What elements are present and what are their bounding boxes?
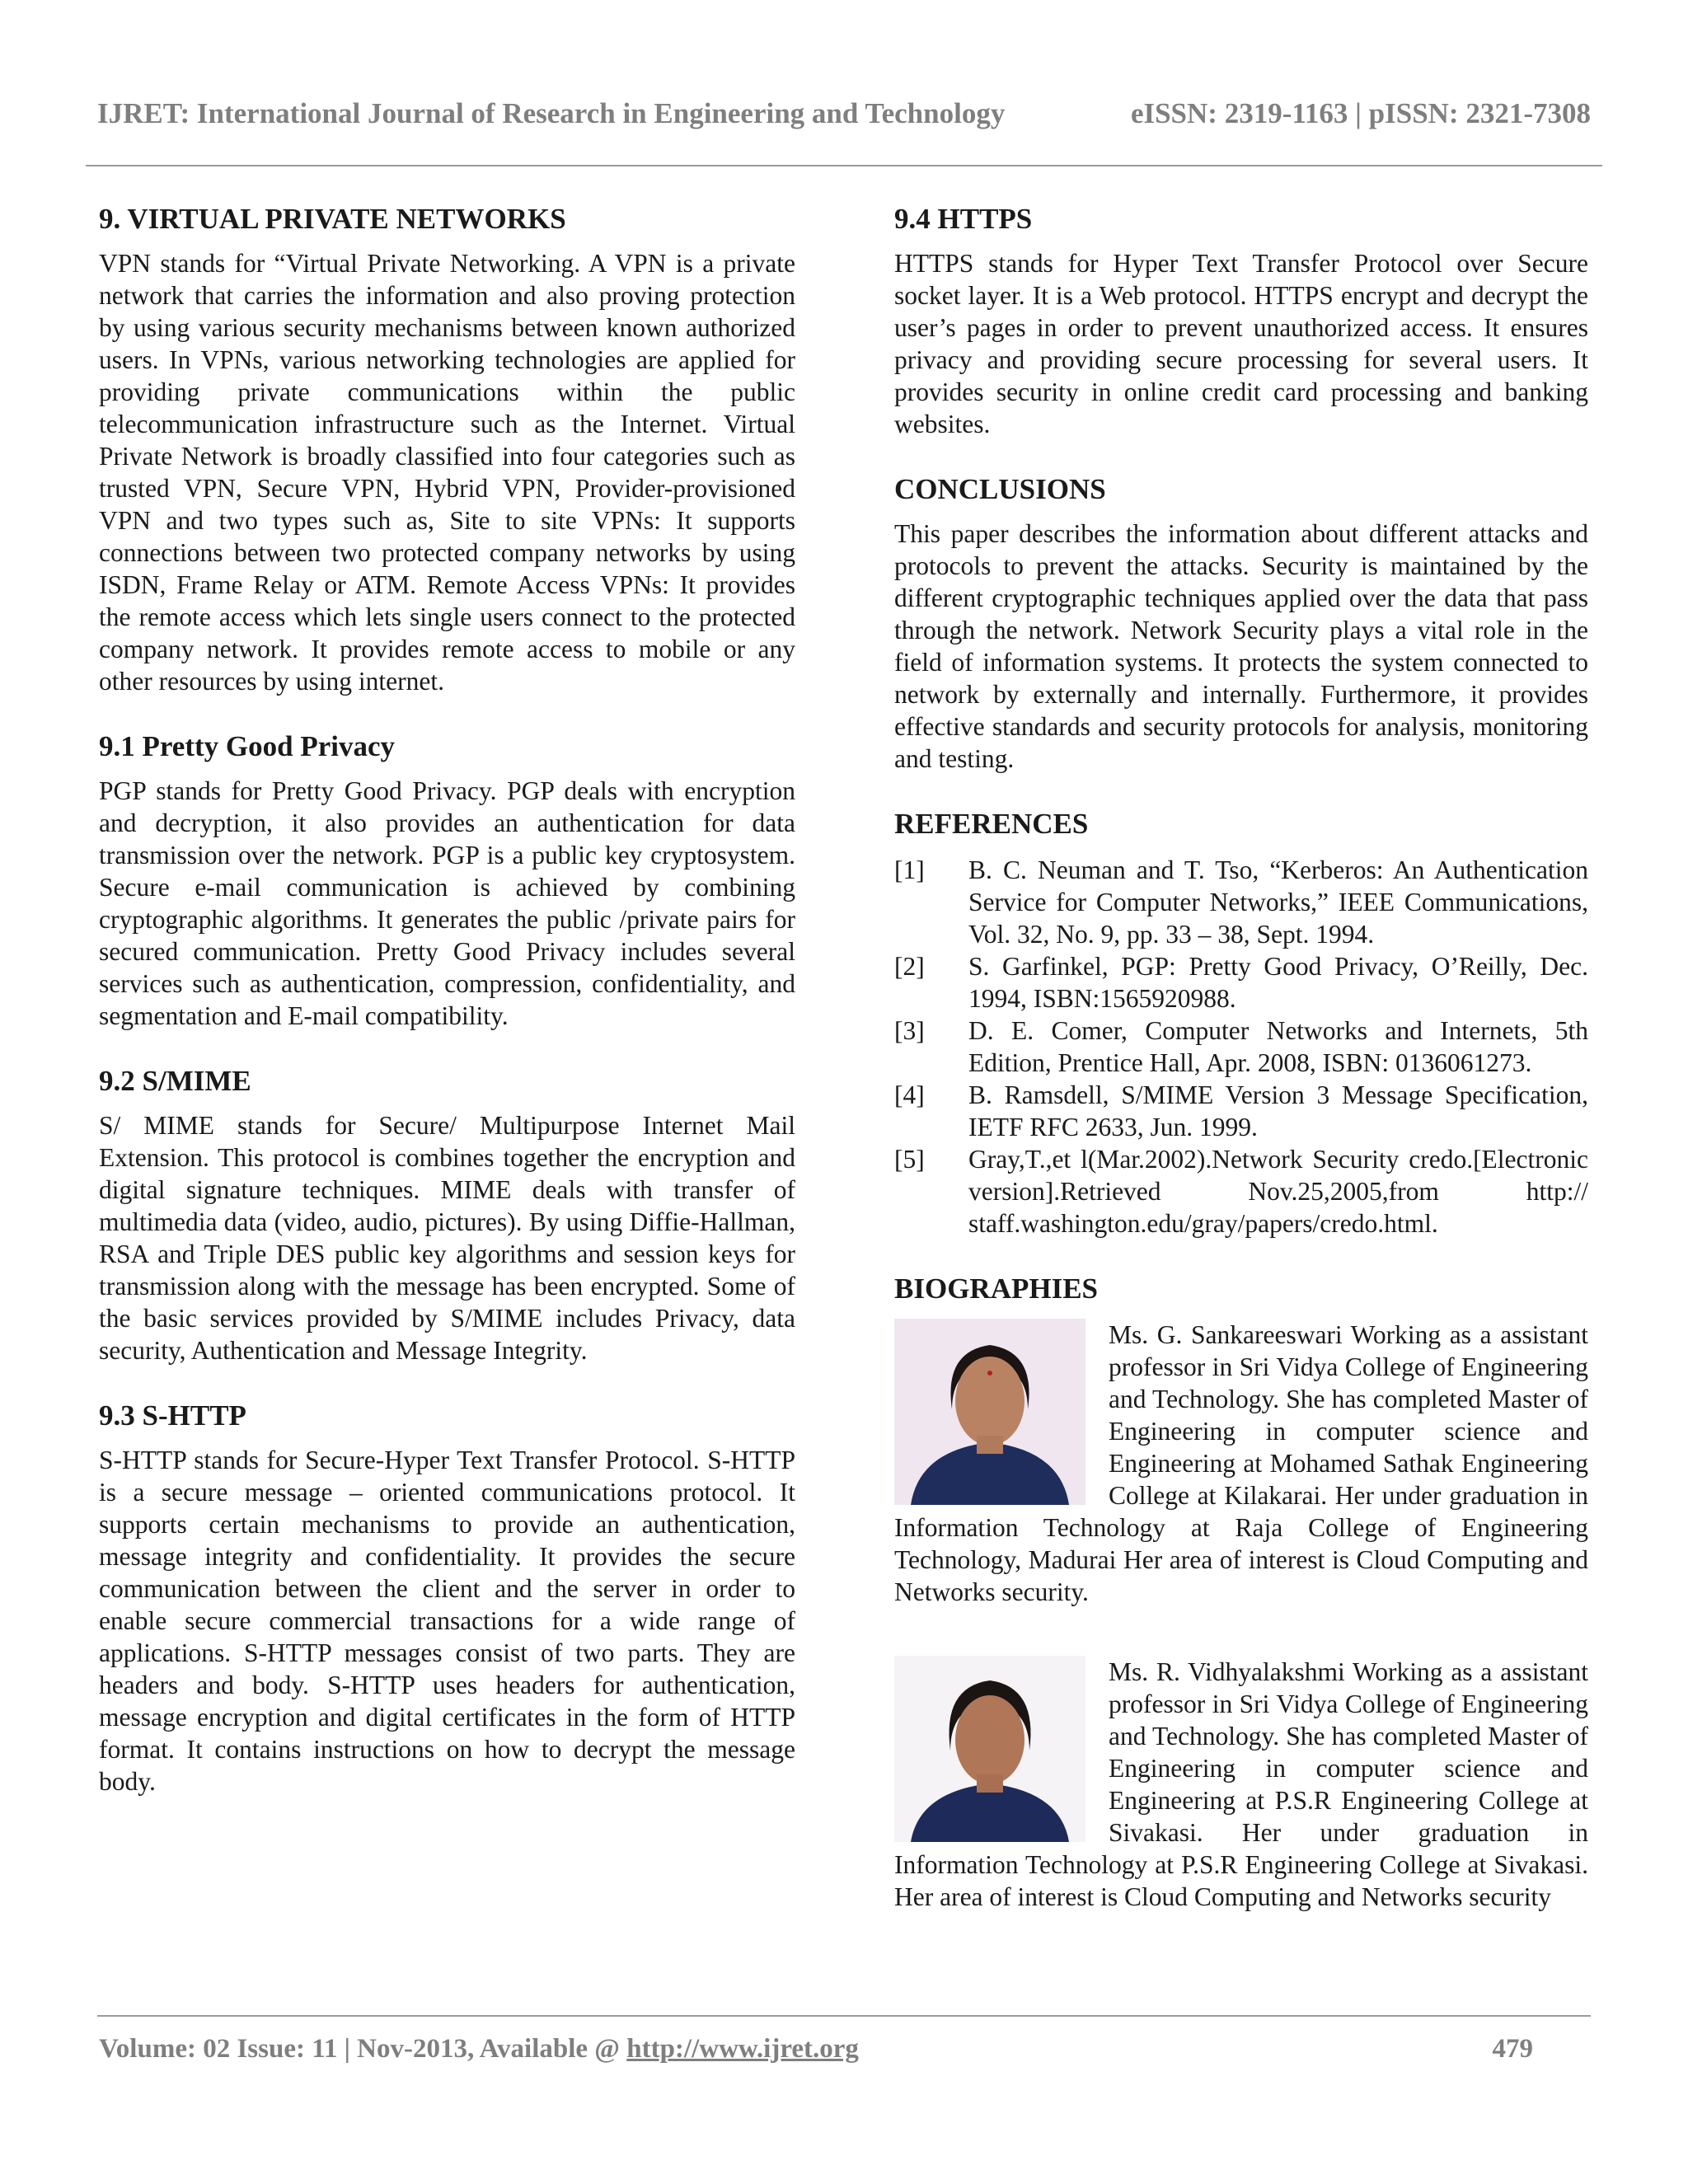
reference-text: S. Garfinkel, PGP: Pretty Good Privacy, O’Reilly, Dec. 1994, ISBN:1565920988. [968,952,1588,1013]
section-heading: 9.3 S-HTTP [99,1399,246,1432]
footer-divider [97,2015,1591,2017]
running-footer [99,2034,1533,2064]
reference-text: Gray,T.,et l(Mar.2002).Network Security credo.[Electronic version].Retrieved Nov.25,2005,from http:// staff.washington.edu/gray/papers/credo.html. [968,1145,1588,1238]
section-body: PGP stands for Pretty Good Privacy. PGP deals with encryption and decryption, it also provides an authentication for data transmission over the network. PGP is a public key cryptosystem. Secure e-mail communication is achieved by combining cryptographic algorithms. It generates the public /private pairs for secured communication. Pretty Good Privacy includes several services such as authentication, compression, confidentiality, and segmentation and E-mail compatibility. [99,776,795,1030]
section-body: VPN stands for “Virtual Private Networking. A VPN is a private network that carries the information and also proving protection by using various security mechanisms between known authorized users. In VPNs, various networking technologies are applied for providing private communications within the public telecommunication infrastructure such as the Internet. Virtual Private Network is broadly classified into four categories such as trusted VPN, Secure VPN, Hybrid VPN, Provider-provisioned VPN and two types such as, Site to site VPNs: It supports connections between two protected company networks by using ISDN, Frame Relay or ATM. Remote Access VPNs: It provides the remote access which lets single users connect to the protected company network. It provides remote access to mobile or any other resources by using internet. [99,249,795,696]
biography-text: Ms. R. Vidhyalakshmi Working as a assistant professor in Sri Vidya College of Engineering and Technology. She has completed Master of Engineering in computer science and Engineering at P.S.R Engineering College at Sivakasi. Her under graduation in Information Technology at P.S.R Engineering College at Sivakasi. Her area of interest is Cloud Computing and Networks security [894,1657,1588,1911]
reference-item [894,950,1588,1015]
section-body: HTTPS stands for Hyper Text Transfer Protocol over Secure socket layer. It is a Web protocol. HTTPS encrypt and decrypt the user’s pages in order to prevent unauthorized access. It ensures privacy and providing secure processing for several users. It provides security in online credit card processing and banking websites. [894,249,1588,438]
running-header [97,97,1591,130]
right-column [894,198,1588,1913]
reference-number: [4] [894,1080,925,1109]
issn-info: eISSN: 2319-1163 | pISSN: 2321-7308 [1130,97,1591,129]
left-column [99,198,795,1825]
author-photo-1 [894,1319,1085,1505]
reference-item [894,1079,1588,1143]
section-heading: CONCLUSIONS [894,473,1106,505]
biography-2 [894,1656,1588,1913]
section-heading: 9. VIRTUAL PRIVATE NETWORKS [99,203,566,235]
journal-title: IJRET: International Journal of Research in Engineering and Technology [97,97,1006,129]
footer-volume [99,2034,859,2064]
section-body: S/ MIME stands for Secure/ Multipurpose Internet Mail Extension. This protocol is combines together the encryption and digital signature techniques. MIME deals with transfer of multimedia data (video, audio, pictures). By using Diffie-Hallman, RSA and Triple DES public key algorithms and session keys for transmission along with the message has been encrypted. Some of the basic services provided by S/MIME includes Privacy, data security, Authentication and Message Integrity. [99,1111,795,1365]
section-pgp [99,725,795,1032]
reference-text: B. Ramsdell, S/MIME Version 3 Message Specification, IETF RFC 2633, Jun. 1999. [968,1080,1588,1141]
reference-number: [1] [894,855,925,884]
section-conclusions [894,468,1588,775]
section-heading: 9.4 HTTPS [894,203,1033,235]
section-https [894,198,1588,440]
page-number: 479 [1492,2034,1533,2064]
reference-item [894,1015,1588,1079]
footer-volume-text: Volume: 02 Issue: 11 | Nov-2013, Available @ [99,2034,627,2064]
reference-text: D. E. Comer, Computer Networks and Internets, 5th Edition, Prentice Hall, Apr. 2008, ISBN: 0136061273. [968,1016,1588,1077]
biography-1 [894,1319,1588,1608]
section-shttp [99,1394,795,1797]
journal-link[interactable]: http://www.ijret.org [626,2034,859,2064]
reference-number: [5] [894,1145,925,1174]
reference-item [894,854,1588,950]
section-body: This paper describes the information about different attacks and protocols to prevent the attacks. Security is maintained by the different cryptographic techniques applied over the data that pass through the network. Network Security plays a vital role in the field of information systems. It protects the system connected to network by externally and internally. Furthermore, it provides effective standards and security protocols for analysis, monitoring and testing. [894,519,1588,773]
section-biographies [894,1268,1588,1913]
section-heading: 9.1 Pretty Good Privacy [99,730,395,762]
section-heading: BIOGRAPHIES [894,1272,1098,1305]
biography-text: Ms. G. Sankareeswari Working as a assistant professor in Sri Vidya College of Engineering and Technology. She has completed Master of Engineering in computer science and Engineering at Mohamed Sathak Engineering College at Kilakarai. Her under graduation in Information Technology at Raja College of Engineering Technology, Madurai Her area of interest is Cloud Computing and Networks security. [894,1320,1588,1606]
section-vpn [99,198,795,697]
reference-item [894,1143,1588,1240]
section-references [894,803,1588,1240]
section-heading: REFERENCES [894,808,1089,840]
section-smime [99,1060,795,1366]
section-body: S-HTTP stands for Secure-Hyper Text Transfer Protocol. S-HTTP is a secure message – oriented communications protocol. It supports certain mechanisms to provide an authentication, message integrity and confidentiality. It provides the secure communication between the client and the server in order to enable secure commercial transactions for a wide range of applications. S-HTTP messages consist of two parts. They are headers and body. S-HTTP uses headers for authentication, message encryption and digital certificates in the form of HTTP format. It contains instructions on how to decrypt the message body. [99,1446,795,1796]
reference-number: [3] [894,1016,925,1045]
reference-text: B. C. Neuman and T. Tso, “Kerberos: An Authentication Service for Computer Networks,” IEEE Communications, Vol. 32, No. 9, pp. 33 – 38, Sept. 1994. [968,855,1588,949]
reference-list [894,854,1588,1240]
author-photo-2 [894,1656,1085,1842]
section-heading: 9.2 S/MIME [99,1065,251,1097]
reference-number: [2] [894,952,925,981]
header-divider [86,165,1602,166]
